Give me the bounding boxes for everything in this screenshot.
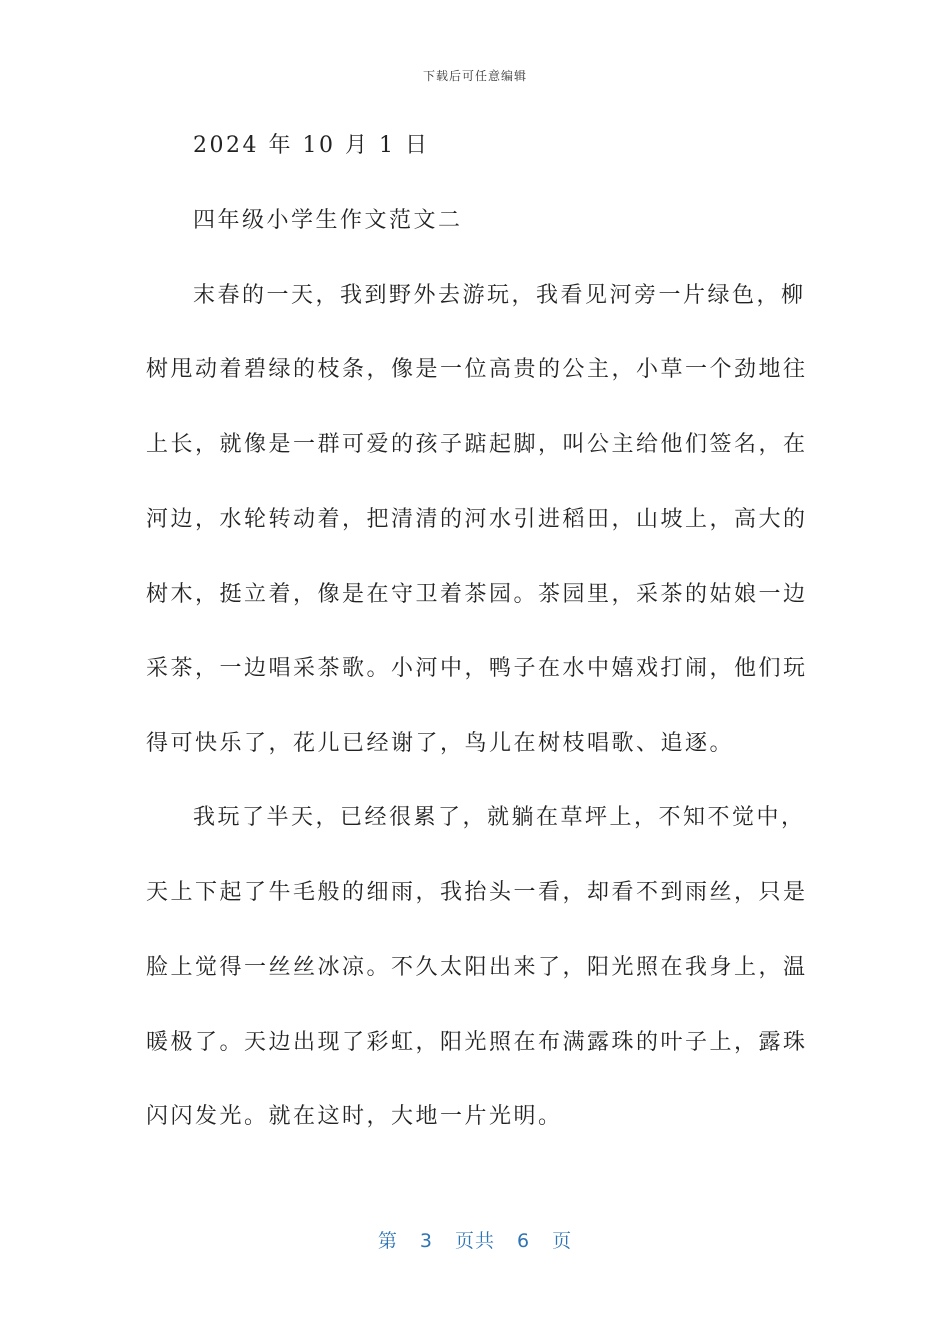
paragraph-line: 我玩了半天，已经很累了，就躺在草坪上，不知不觉中， xyxy=(193,805,806,830)
paragraph-line: 河边，水轮转动着，把清清的河水引进稻田，山坡上，高大的 xyxy=(146,507,808,532)
paragraph-line: 暖极了。天边出现了彩虹，阳光照在布满露珠的叶子上，露珠 xyxy=(146,1030,808,1055)
paragraph-line: 闪闪发光。就在这时，大地一片光明。 xyxy=(146,1104,563,1129)
footer-prefix: 第 xyxy=(377,1230,398,1252)
header-note: 下载后可任意编辑 xyxy=(422,69,527,83)
document-title: 四年级小学生作文范文二 xyxy=(193,208,463,233)
paragraph-line: 上长，就像是一群可爱的孩子踮起脚，叫公主给他们签名，在 xyxy=(146,432,808,457)
footer-page-number: 3 xyxy=(419,1230,433,1252)
footer-middle: 页共 xyxy=(454,1230,495,1252)
page-footer xyxy=(0,1226,950,1253)
paragraph-line: 末春的一天，我到野外去游玩，我看见河旁一片绿色，柳 xyxy=(193,283,806,308)
paragraph-line: 树甩动着碧绿的枝条，像是一位高贵的公主，小草一个劲地往 xyxy=(146,357,808,382)
paragraph-line: 采茶，一边唱采茶歌。小河中，鸭子在水中嬉戏打闹，他们玩 xyxy=(146,656,808,681)
paragraph-line: 得可快乐了，花儿已经谢了，鸟儿在树枝唱歌、追逐。 xyxy=(146,731,735,756)
paragraph-line: 脸上觉得一丝丝冰凉。不久太阳出来了，阳光照在我身上，温 xyxy=(146,955,808,980)
footer-total-pages: 6 xyxy=(517,1230,531,1252)
paragraph-line: 树木，挺立着，像是在守卫着茶园。茶园里，采茶的姑娘一边 xyxy=(146,582,808,607)
footer-suffix: 页 xyxy=(552,1230,573,1252)
paragraph-line: 天上下起了牛毛般的细雨，我抬头一看，却看不到雨丝，只是 xyxy=(146,880,808,905)
document-date: 2024 年 10 月 1 日 xyxy=(193,133,430,158)
